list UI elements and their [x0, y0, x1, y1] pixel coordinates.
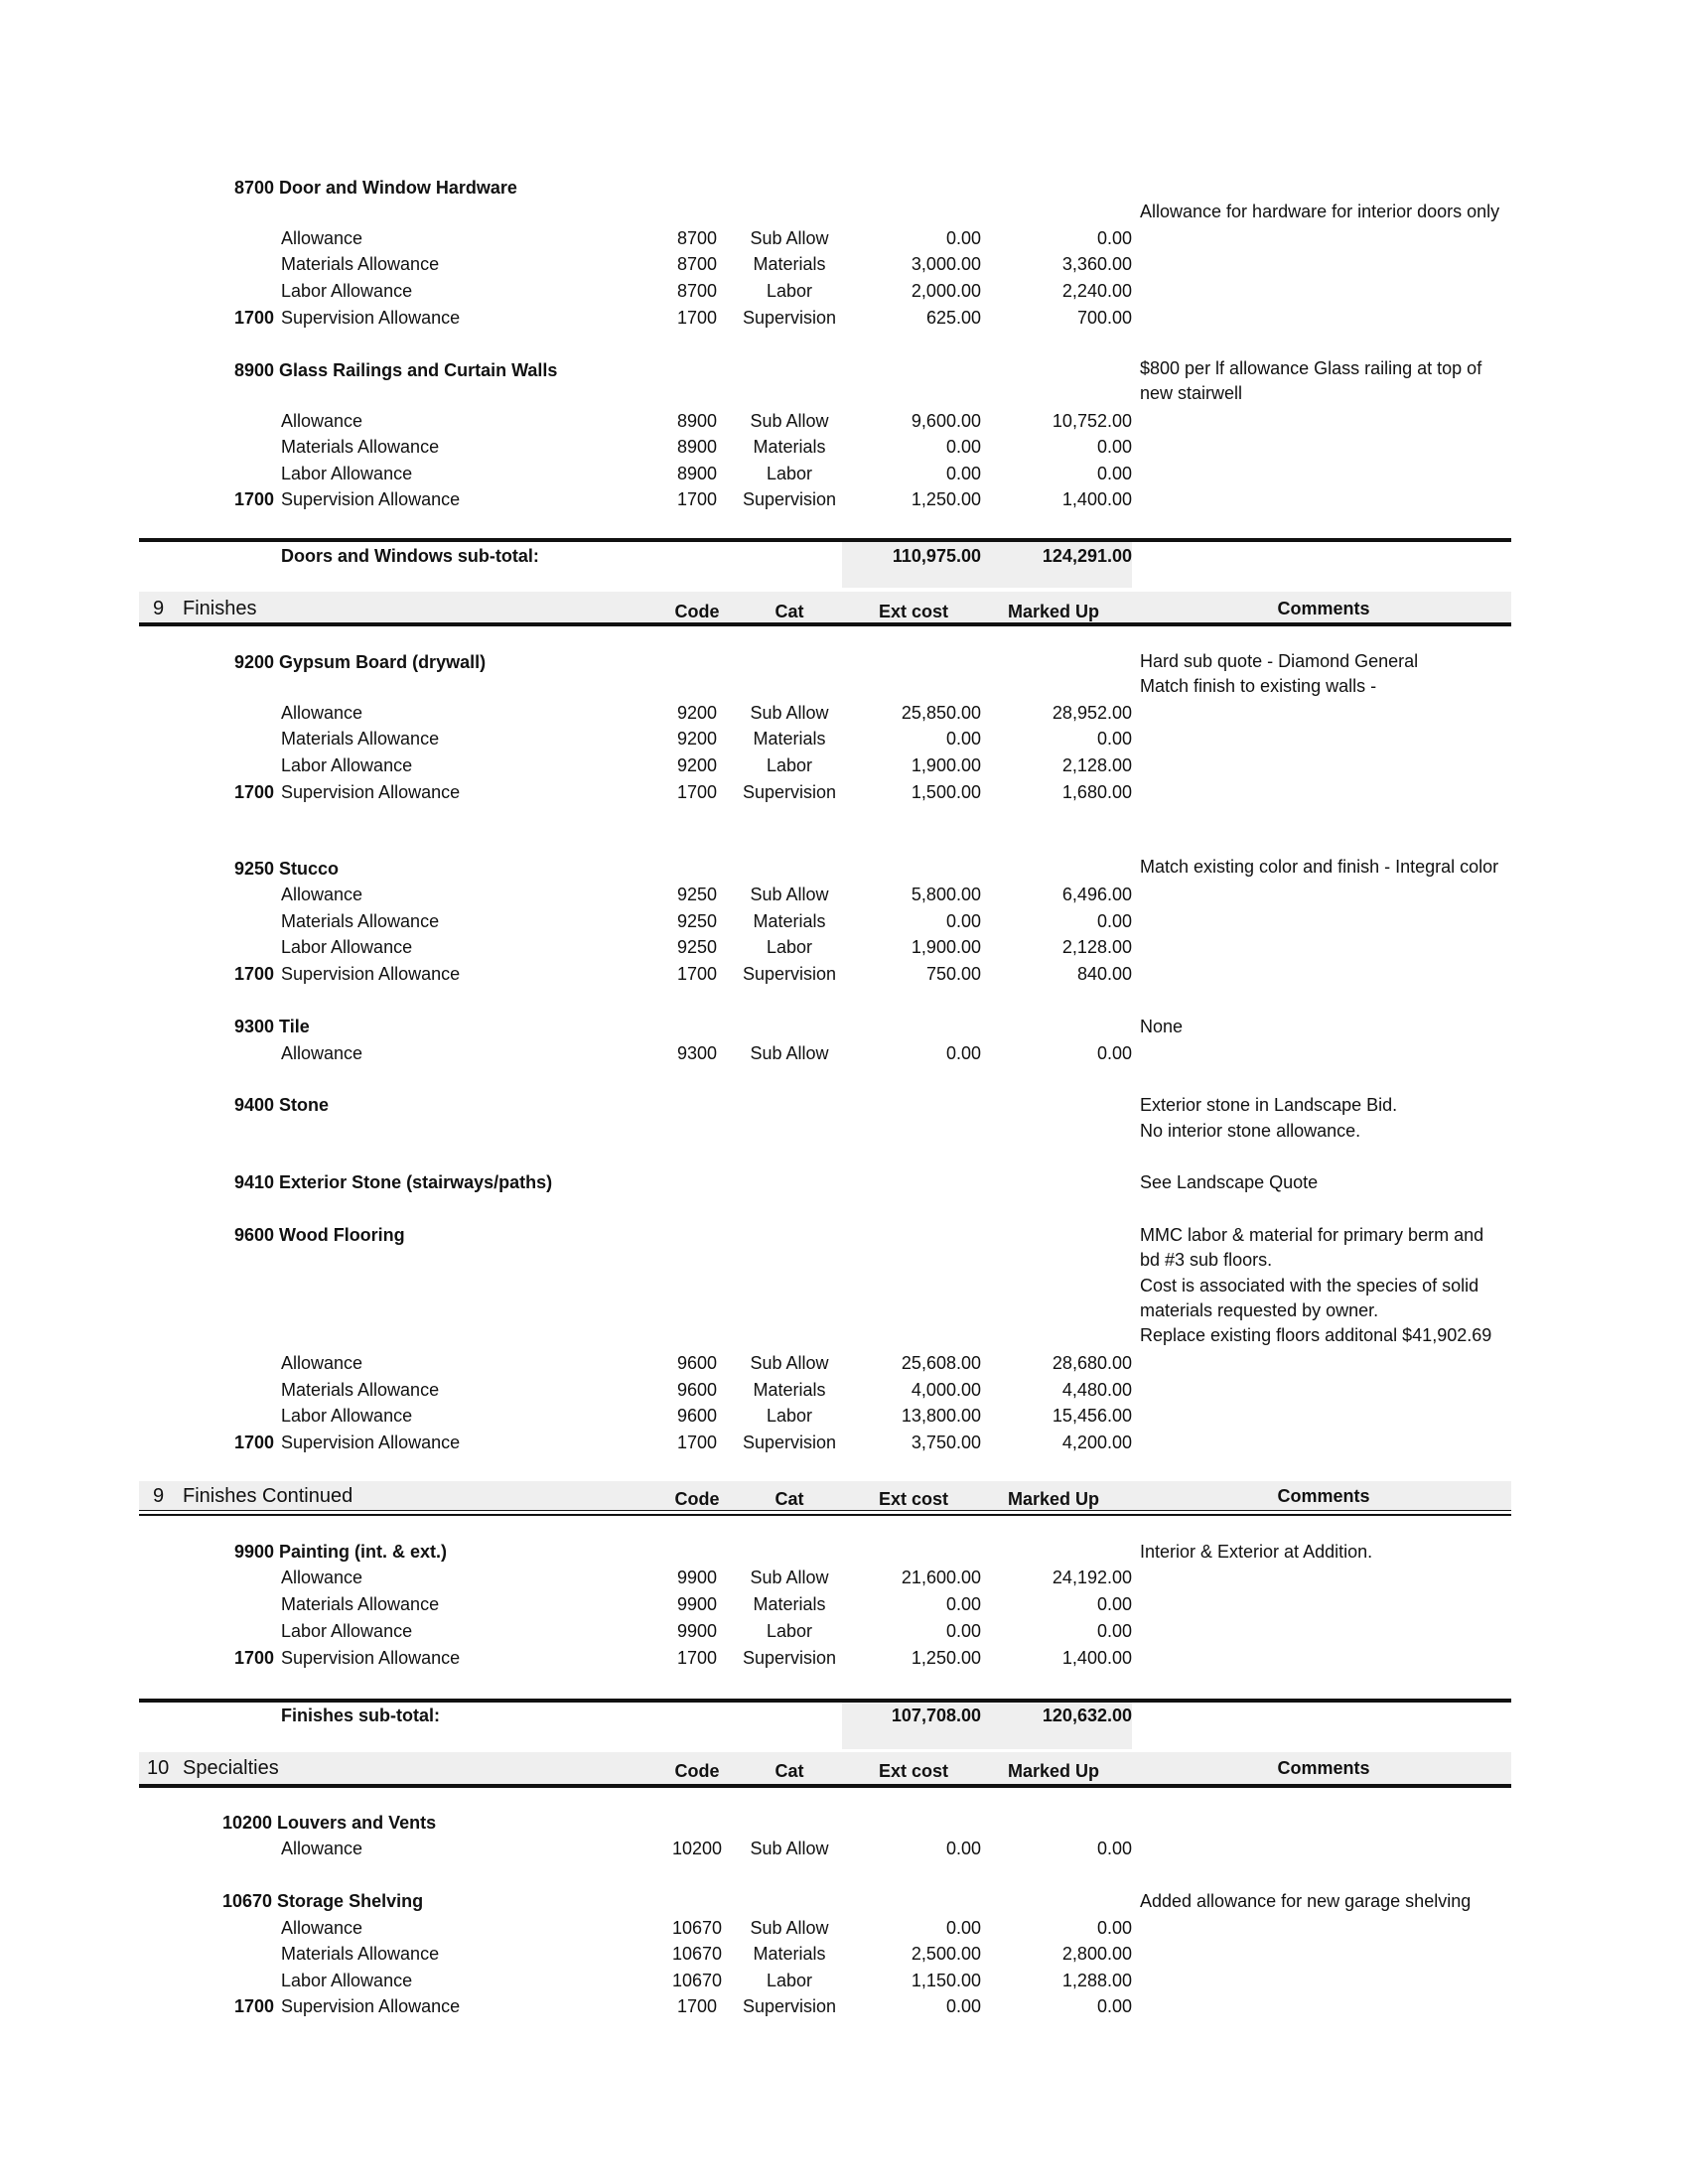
item-cat: Supervision: [742, 964, 837, 984]
item-cat: Materials: [753, 1594, 826, 1614]
item-label: Supervision Allowance: [281, 1996, 461, 2016]
item-cat: Materials: [753, 911, 826, 931]
item-cat: Supervision: [742, 782, 837, 802]
item-code: 1700: [676, 489, 718, 509]
item-ext-cost: 2,500.00: [911, 1944, 981, 1964]
item-marked-up: 0.00: [1096, 1621, 1132, 1641]
item-label: Supervision Allowance: [281, 308, 461, 328]
section-comment: materials requested by owner.: [1140, 1300, 1379, 1320]
section-comment: Replace existing floors additonal $41,902.69: [1140, 1325, 1492, 1345]
item-label: Materials Allowance: [281, 911, 440, 931]
item-marked-up: 2,128.00: [1061, 937, 1132, 957]
item-marked-up: 15,456.00: [1052, 1406, 1132, 1426]
item-cat: Labor: [766, 937, 813, 957]
item-cat: Labor: [766, 755, 813, 775]
item-marked-up: 700.00: [1076, 308, 1132, 328]
item-ext-cost: 0.00: [945, 729, 981, 749]
section-title: 9410 Exterior Stone (stairways/paths): [234, 1172, 553, 1192]
item-code: 9250: [676, 885, 718, 904]
item-ext-cost: 0.00: [945, 1839, 981, 1858]
item-marked-up: 840.00: [1076, 964, 1132, 984]
item-marked-up: 1,288.00: [1061, 1971, 1132, 1990]
item-marked-up: 0.00: [1096, 1918, 1132, 1938]
item-label: Supervision Allowance: [281, 964, 461, 984]
item-cat: Sub Allow: [750, 1568, 829, 1587]
item-number: 1700: [233, 1433, 274, 1452]
item-marked-up: 0.00: [1096, 1043, 1132, 1063]
section-title: 8900 Glass Railings and Curtain Walls: [234, 360, 558, 380]
item-label: Labor Allowance: [281, 1621, 413, 1641]
section-comment: Match existing color and finish - Integral color: [1140, 857, 1499, 877]
section-comment: None: [1140, 1017, 1184, 1036]
item-ext-cost: 0.00: [945, 464, 981, 483]
section-title: 10670 Storage Shelving: [222, 1891, 424, 1911]
item-ext-cost: 0.00: [945, 1043, 981, 1063]
item-label: Labor Allowance: [281, 1406, 413, 1426]
division-number: 10: [147, 1757, 170, 1779]
item-label: Allowance: [281, 885, 363, 904]
division-number: 9: [153, 1485, 165, 1507]
item-label: Materials Allowance: [281, 729, 440, 749]
col-header-marked-up: Marked Up: [1007, 1761, 1100, 1781]
item-marked-up: 28,952.00: [1052, 703, 1132, 723]
item-ext-cost: 2,000.00: [911, 281, 981, 301]
divider: [139, 1699, 1511, 1703]
item-marked-up: 0.00: [1096, 911, 1132, 931]
item-code: 9600: [676, 1406, 718, 1426]
divider: [139, 1784, 1511, 1788]
item-code: 9600: [676, 1353, 718, 1373]
item-marked-up: 1,400.00: [1061, 1648, 1132, 1668]
division-title: Specialties: [183, 1757, 279, 1779]
section-comment: Exterior stone in Landscape Bid.: [1140, 1095, 1398, 1115]
item-ext-cost: 13,800.00: [901, 1406, 981, 1426]
col-header-comments: Comments: [1277, 599, 1370, 618]
item-cat: Labor: [766, 1971, 813, 1990]
item-label: Labor Allowance: [281, 464, 413, 483]
item-marked-up: 2,240.00: [1061, 281, 1132, 301]
item-ext-cost: 1,250.00: [911, 1648, 981, 1668]
item-marked-up: 0.00: [1096, 1839, 1132, 1858]
item-cat: Sub Allow: [750, 228, 829, 248]
item-marked-up: 4,480.00: [1061, 1380, 1132, 1400]
item-number: 1700: [233, 1648, 274, 1668]
col-header-marked-up: Marked Up: [1007, 602, 1100, 621]
item-code: 9900: [676, 1621, 718, 1641]
item-code: 9200: [676, 703, 718, 723]
item-cat: Sub Allow: [750, 703, 829, 723]
section-title: 10200 Louvers and Vents: [222, 1813, 437, 1833]
col-header-code: Code: [674, 1489, 720, 1509]
item-marked-up: 3,360.00: [1061, 254, 1132, 274]
col-header-cat: Cat: [774, 1761, 804, 1781]
item-marked-up: 0.00: [1096, 1996, 1132, 2016]
section-title: 9250 Stucco: [234, 859, 340, 879]
col-header-ext-cost: Ext cost: [878, 1489, 949, 1509]
divider: [139, 1514, 1511, 1516]
item-code: 1700: [676, 1648, 718, 1668]
item-code: 1700: [676, 1996, 718, 2016]
section-comment: $800 per lf allowance Glass railing at top of: [1140, 358, 1482, 378]
item-label: Materials Allowance: [281, 254, 440, 274]
item-code: 9900: [676, 1568, 718, 1587]
item-cat: Sub Allow: [750, 1918, 829, 1938]
item-ext-cost: 1,900.00: [911, 937, 981, 957]
item-cat: Labor: [766, 1621, 813, 1641]
item-ext-cost: 1,500.00: [911, 782, 981, 802]
item-cat: Supervision: [742, 489, 837, 509]
item-code: 8700: [676, 281, 718, 301]
item-label: Allowance: [281, 1839, 363, 1858]
item-number: 1700: [233, 964, 274, 984]
division-number: 9: [153, 598, 165, 619]
item-ext-cost: 0.00: [945, 437, 981, 457]
item-label: Supervision Allowance: [281, 1648, 461, 1668]
item-code: 1700: [676, 782, 718, 802]
item-marked-up: 1,400.00: [1061, 489, 1132, 509]
item-code: 9300: [676, 1043, 718, 1063]
section-title: 9400 Stone: [234, 1095, 330, 1115]
section-comment: MMC labor & material for primary berm and: [1140, 1225, 1484, 1245]
item-label: Allowance: [281, 703, 363, 723]
item-marked-up: 0.00: [1096, 464, 1132, 483]
col-header-comments: Comments: [1277, 1486, 1370, 1506]
item-cat: Materials: [753, 1944, 826, 1964]
col-header-comments: Comments: [1277, 1758, 1370, 1778]
col-header-cat: Cat: [774, 1489, 804, 1509]
item-ext-cost: 25,608.00: [901, 1353, 981, 1373]
item-marked-up: 0.00: [1096, 1594, 1132, 1614]
item-ext-cost: 21,600.00: [901, 1568, 981, 1587]
item-code: 10670: [671, 1944, 723, 1964]
item-cat: Sub Allow: [750, 885, 829, 904]
item-label: Materials Allowance: [281, 1594, 440, 1614]
item-cat: Sub Allow: [750, 1839, 829, 1858]
item-marked-up: 0.00: [1096, 228, 1132, 248]
item-label: Labor Allowance: [281, 937, 413, 957]
col-header-ext-cost: Ext cost: [878, 1761, 949, 1781]
item-label: Materials Allowance: [281, 1944, 440, 1964]
item-cat: Materials: [753, 729, 826, 749]
section-comment: Match finish to existing walls -: [1140, 676, 1377, 696]
item-cat: Supervision: [742, 1648, 837, 1668]
section-comment: Hard sub quote - Diamond General: [1140, 651, 1419, 671]
item-marked-up: 4,200.00: [1061, 1433, 1132, 1452]
item-code: 8700: [676, 228, 718, 248]
item-cat: Materials: [753, 437, 826, 457]
item-label: Allowance: [281, 1353, 363, 1373]
item-label: Supervision Allowance: [281, 489, 461, 509]
col-header-ext-cost: Ext cost: [878, 602, 949, 621]
item-code: 1700: [676, 308, 718, 328]
item-marked-up: 2,128.00: [1061, 755, 1132, 775]
item-ext-cost: 1,250.00: [911, 489, 981, 509]
item-number: 1700: [233, 308, 274, 328]
section-comment: bd #3 sub floors.: [1140, 1250, 1273, 1270]
item-code: 9250: [676, 937, 718, 957]
section-comment: See Landscape Quote: [1140, 1172, 1319, 1192]
item-ext-cost: 5,800.00: [911, 885, 981, 904]
col-header-marked-up: Marked Up: [1007, 1489, 1100, 1509]
subtotal-label: Doors and Windows sub-total:: [281, 546, 539, 566]
item-ext-cost: 0.00: [945, 1996, 981, 2016]
item-code: 9250: [676, 911, 718, 931]
item-cat: Materials: [753, 1380, 826, 1400]
item-label: Supervision Allowance: [281, 1433, 461, 1452]
item-ext-cost: 0.00: [945, 911, 981, 931]
item-code: 10670: [671, 1971, 723, 1990]
item-cat: Sub Allow: [750, 1043, 829, 1063]
item-number: 1700: [233, 782, 274, 802]
section-comment: new stairwell: [1140, 383, 1243, 403]
item-marked-up: 10,752.00: [1052, 411, 1132, 431]
item-code: 9200: [676, 729, 718, 749]
item-marked-up: 24,192.00: [1052, 1568, 1132, 1587]
item-ext-cost: 0.00: [945, 228, 981, 248]
item-code: 9200: [676, 755, 718, 775]
item-code: 1700: [676, 964, 718, 984]
item-marked-up: 0.00: [1096, 729, 1132, 749]
item-code: 10670: [671, 1918, 723, 1938]
item-marked-up: 28,680.00: [1052, 1353, 1132, 1373]
item-cat: Sub Allow: [750, 411, 829, 431]
subtotal-ext-cost: 110,975.00: [892, 546, 981, 566]
section-comment: No interior stone allowance.: [1140, 1121, 1361, 1141]
subtotal-label: Finishes sub-total:: [281, 1706, 441, 1725]
item-label: Materials Allowance: [281, 437, 440, 457]
item-code: 1700: [676, 1433, 718, 1452]
item-label: Labor Allowance: [281, 1971, 413, 1990]
item-label: Allowance: [281, 1568, 363, 1587]
section-comment: Added allowance for new garage shelving: [1140, 1891, 1472, 1911]
item-cat: Supervision: [742, 308, 837, 328]
item-marked-up: 2,800.00: [1061, 1944, 1132, 1964]
item-code: 9600: [676, 1380, 718, 1400]
item-label: Materials Allowance: [281, 1380, 440, 1400]
item-ext-cost: 0.00: [945, 1594, 981, 1614]
item-label: Allowance: [281, 411, 363, 431]
item-ext-cost: 0.00: [945, 1621, 981, 1641]
item-ext-cost: 750.00: [925, 964, 981, 984]
item-ext-cost: 3,750.00: [911, 1433, 981, 1452]
section-title: 9900 Painting (int. & ext.): [234, 1542, 448, 1562]
item-number: 1700: [233, 1996, 274, 2016]
item-cat: Labor: [766, 464, 813, 483]
item-ext-cost: 3,000.00: [911, 254, 981, 274]
subtotal-marked-up: 124,291.00: [1042, 546, 1132, 566]
divider: [139, 622, 1511, 626]
item-ext-cost: 9,600.00: [911, 411, 981, 431]
item-ext-cost: 0.00: [945, 1918, 981, 1938]
item-code: 10200: [671, 1839, 723, 1858]
divider: [139, 1510, 1511, 1511]
item-label: Allowance: [281, 1043, 363, 1063]
item-cat: Supervision: [742, 1996, 837, 2016]
item-cat: Sub Allow: [750, 1353, 829, 1373]
section-title: 8700 Door and Window Hardware: [234, 178, 517, 198]
item-cat: Labor: [766, 281, 813, 301]
item-code: 8700: [676, 254, 718, 274]
col-header-code: Code: [674, 602, 720, 621]
item-code: 8900: [676, 411, 718, 431]
item-label: Allowance: [281, 228, 363, 248]
col-header-code: Code: [674, 1761, 720, 1781]
item-marked-up: 6,496.00: [1061, 885, 1132, 904]
section-comment: Allowance for hardware for interior doors only: [1140, 202, 1500, 221]
division-title: Finishes Continued: [183, 1485, 353, 1507]
section-title: 9200 Gypsum Board (drywall): [234, 652, 487, 672]
item-cat: Supervision: [742, 1433, 837, 1452]
item-label: Labor Allowance: [281, 755, 413, 775]
item-cat: Materials: [753, 254, 826, 274]
item-marked-up: 1,680.00: [1061, 782, 1132, 802]
item-cat: Labor: [766, 1406, 813, 1426]
divider: [139, 538, 1511, 542]
item-marked-up: 0.00: [1096, 437, 1132, 457]
item-number: 1700: [233, 489, 274, 509]
item-code: 8900: [676, 464, 718, 483]
item-ext-cost: 1,150.00: [911, 1971, 981, 1990]
item-ext-cost: 25,850.00: [901, 703, 981, 723]
item-label: Labor Allowance: [281, 281, 413, 301]
subtotal-ext-cost: 107,708.00: [891, 1706, 981, 1725]
section-comment: Interior & Exterior at Addition.: [1140, 1542, 1373, 1562]
item-ext-cost: 4,000.00: [911, 1380, 981, 1400]
item-ext-cost: 1,900.00: [911, 755, 981, 775]
subtotal-marked-up: 120,632.00: [1042, 1706, 1132, 1725]
col-header-cat: Cat: [774, 602, 804, 621]
division-title: Finishes: [183, 598, 257, 619]
item-label: Supervision Allowance: [281, 782, 461, 802]
item-code: 8900: [676, 437, 718, 457]
item-label: Allowance: [281, 1918, 363, 1938]
section-title: 9300 Tile: [234, 1017, 310, 1036]
section-title: 9600 Wood Flooring: [234, 1225, 405, 1245]
section-comment: Cost is associated with the species of solid: [1140, 1276, 1479, 1296]
item-ext-cost: 625.00: [925, 308, 981, 328]
item-code: 9900: [676, 1594, 718, 1614]
